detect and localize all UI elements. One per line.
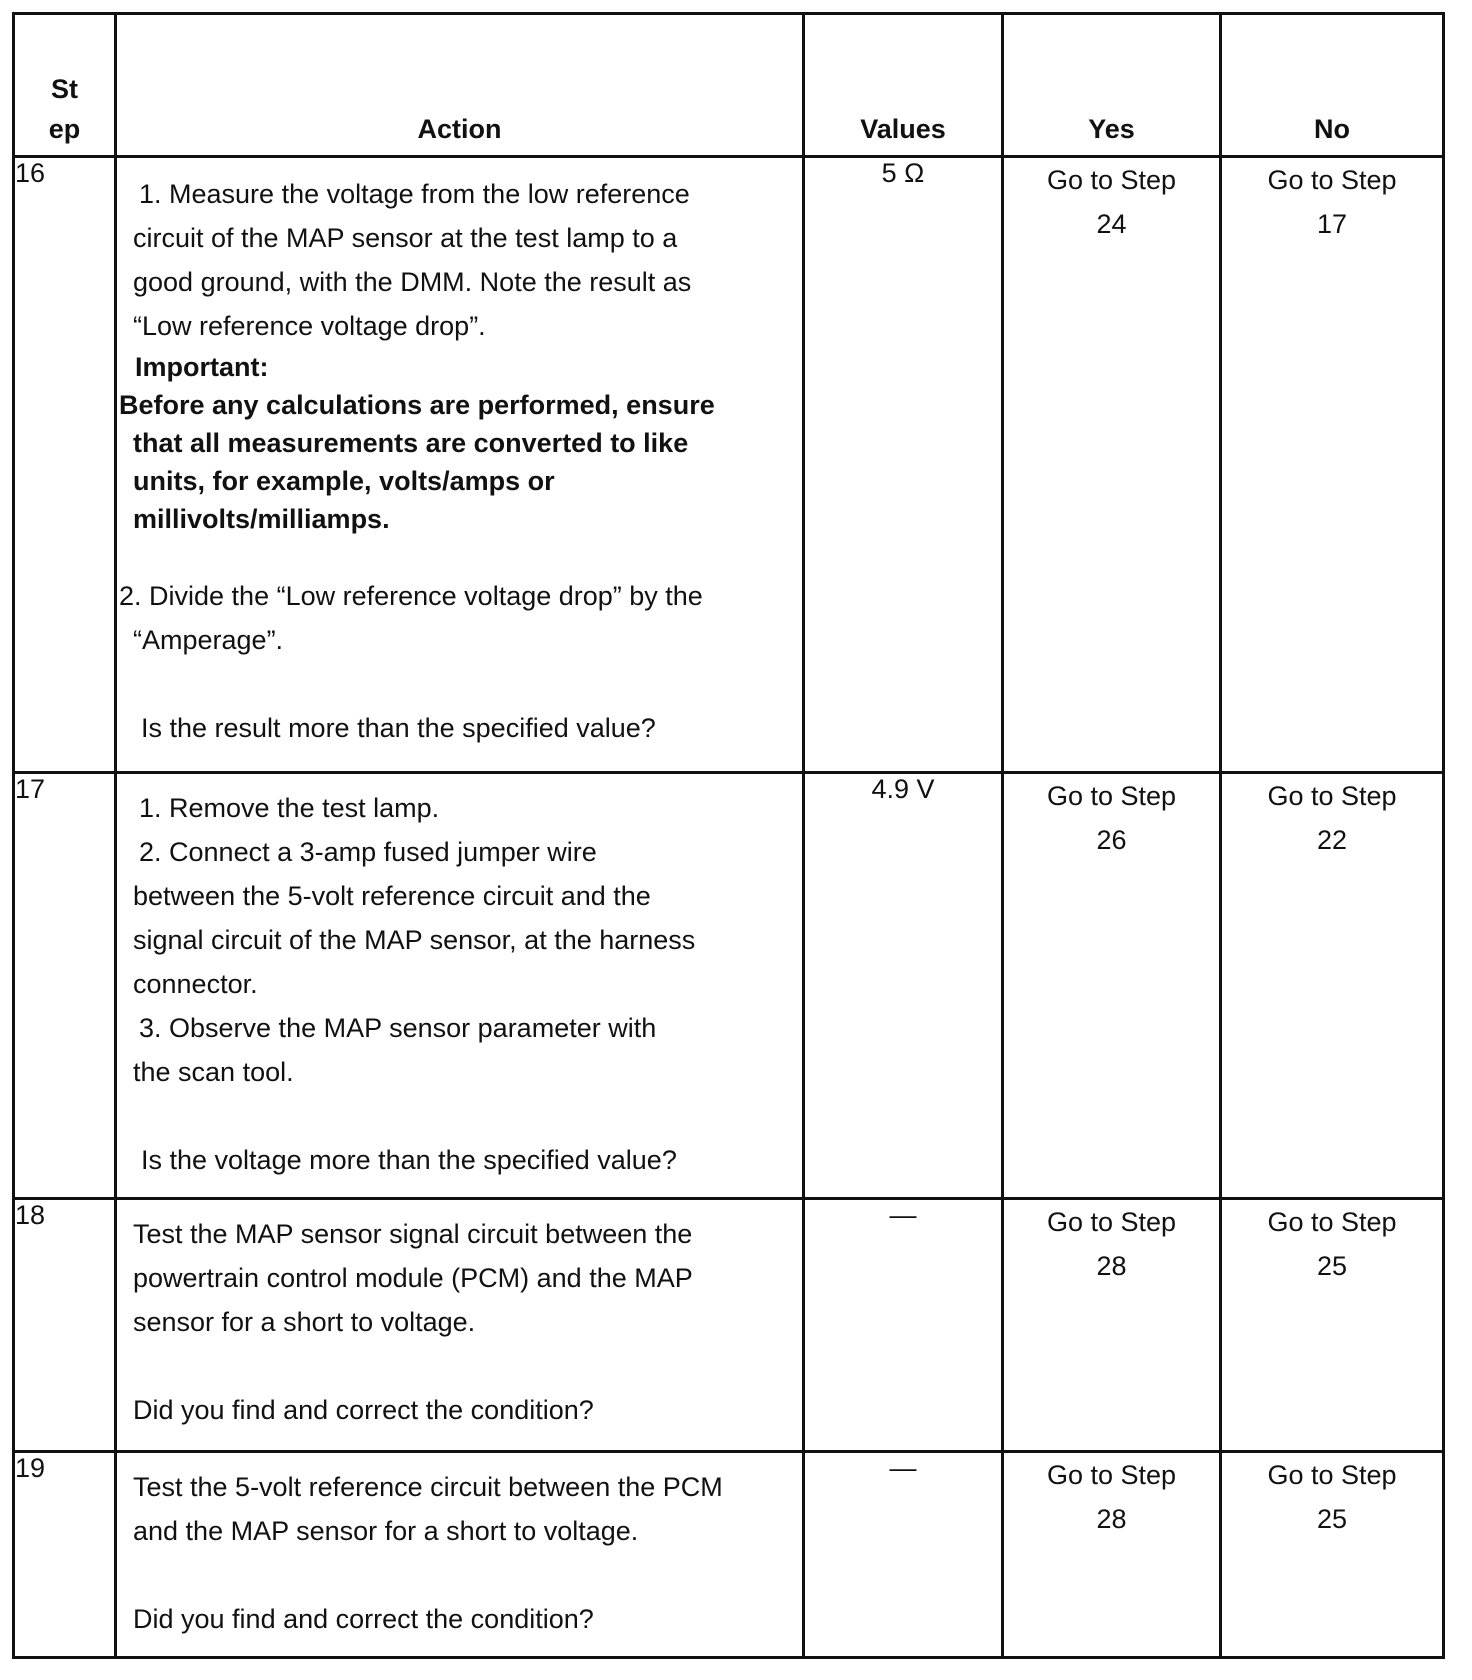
header-step: St ep: [14, 14, 116, 157]
step-number: 17: [14, 773, 116, 1199]
yes-cell: [1003, 1452, 1221, 1658]
yes-goto-label: Go to Step: [1046, 165, 1177, 195]
action-line: between the 5-volt reference circuit and the: [133, 881, 651, 911]
action-line: Test the 5-volt reference circuit between the PCM: [133, 1472, 723, 1502]
yes-goto-step: 28: [1096, 1251, 1127, 1281]
table-row: [14, 157, 1444, 773]
no-cell: [1221, 773, 1444, 1199]
important-line: Before any calculations are performed, ensure: [119, 390, 715, 420]
yes-goto-step: 28: [1096, 1504, 1127, 1534]
yes-goto-label: Go to Step: [1046, 1207, 1177, 1237]
step-number: 16: [14, 157, 116, 773]
action-question: Did you find and correct the condition?: [133, 1604, 594, 1634]
yes-goto-step: 24: [1096, 209, 1127, 239]
action-line: sensor for a short to voltage.: [133, 1307, 476, 1337]
yes-cell: [1003, 773, 1221, 1199]
no-cell: [1221, 157, 1444, 773]
no-goto-label: Go to Step: [1267, 1460, 1397, 1490]
value-cell: 5 Ω: [804, 157, 1003, 773]
value-cell: —: [804, 1452, 1003, 1658]
no-goto-label: Go to Step: [1267, 165, 1397, 195]
header-action: Action: [116, 14, 804, 157]
step-number: 18: [14, 1199, 116, 1452]
no-cell: [1221, 1452, 1444, 1658]
action-line: circuit of the MAP sensor at the test lamp to a: [133, 223, 678, 253]
header-yes: Yes: [1003, 14, 1221, 157]
action-line: 2. Divide the “Low reference voltage drop” by the: [119, 581, 703, 611]
action-line: good ground, with the DMM. Note the result as: [133, 267, 692, 297]
no-goto-step: 22: [1316, 825, 1348, 855]
no-goto-label: Go to Step: [1267, 781, 1397, 811]
table-row: [14, 1199, 1444, 1452]
no-goto-step: 25: [1316, 1251, 1348, 1281]
action-cell: [116, 157, 804, 773]
header-row: [14, 14, 1444, 157]
step-number: 19: [14, 1452, 116, 1658]
action-line: 1. Measure the voltage from the low reference: [139, 179, 690, 209]
no-goto-step: 17: [1316, 209, 1348, 239]
header-values: Values: [804, 14, 1003, 157]
no-cell: [1221, 1199, 1444, 1452]
important-label: Important:: [135, 352, 269, 382]
diagnostic-table: [12, 12, 1445, 1659]
action-line: the scan tool.: [133, 1057, 294, 1087]
action-cell: [116, 1199, 804, 1452]
action-line: “Low reference voltage drop”.: [133, 311, 486, 341]
table-row: [14, 773, 1444, 1199]
yes-goto-label: Go to Step: [1046, 781, 1177, 811]
action-question: Did you find and correct the condition?: [133, 1395, 594, 1425]
important-line: millivolts/milliamps.: [133, 504, 390, 534]
header-no: No: [1221, 14, 1444, 157]
important-line: that all measurements are converted to like: [133, 428, 689, 458]
important-line: units, for example, volts/amps or: [133, 466, 555, 496]
action-question: Is the voltage more than the specified value?: [141, 1145, 677, 1175]
action-line: 1. Remove the test lamp.: [139, 793, 440, 823]
action-line: and the MAP sensor for a short to voltage.: [133, 1516, 639, 1546]
action-line: signal circuit of the MAP sensor, at the harness: [133, 925, 696, 955]
action-cell: [116, 773, 804, 1199]
action-cell: [116, 1452, 804, 1658]
action-line: Test the MAP sensor signal circuit between the: [133, 1219, 693, 1249]
action-question: Is the result more than the specified value?: [141, 713, 656, 743]
no-goto-label: Go to Step: [1267, 1207, 1397, 1237]
no-goto-step: 25: [1316, 1504, 1348, 1534]
action-line: connector.: [133, 969, 258, 999]
table-row: [14, 1452, 1444, 1658]
action-line: powertrain control module (PCM) and the MAP: [133, 1263, 693, 1293]
value-cell: —: [804, 1199, 1003, 1452]
value-cell: 4.9 V: [804, 773, 1003, 1199]
action-line: “Amperage”.: [133, 625, 284, 655]
yes-goto-label: Go to Step: [1046, 1460, 1177, 1490]
yes-cell: [1003, 1199, 1221, 1452]
action-line: 2. Connect a 3-amp fused jumper wire: [139, 837, 597, 867]
action-line: 3. Observe the MAP sensor parameter with: [139, 1013, 657, 1043]
yes-cell: [1003, 157, 1221, 773]
yes-goto-step: 26: [1096, 825, 1127, 855]
